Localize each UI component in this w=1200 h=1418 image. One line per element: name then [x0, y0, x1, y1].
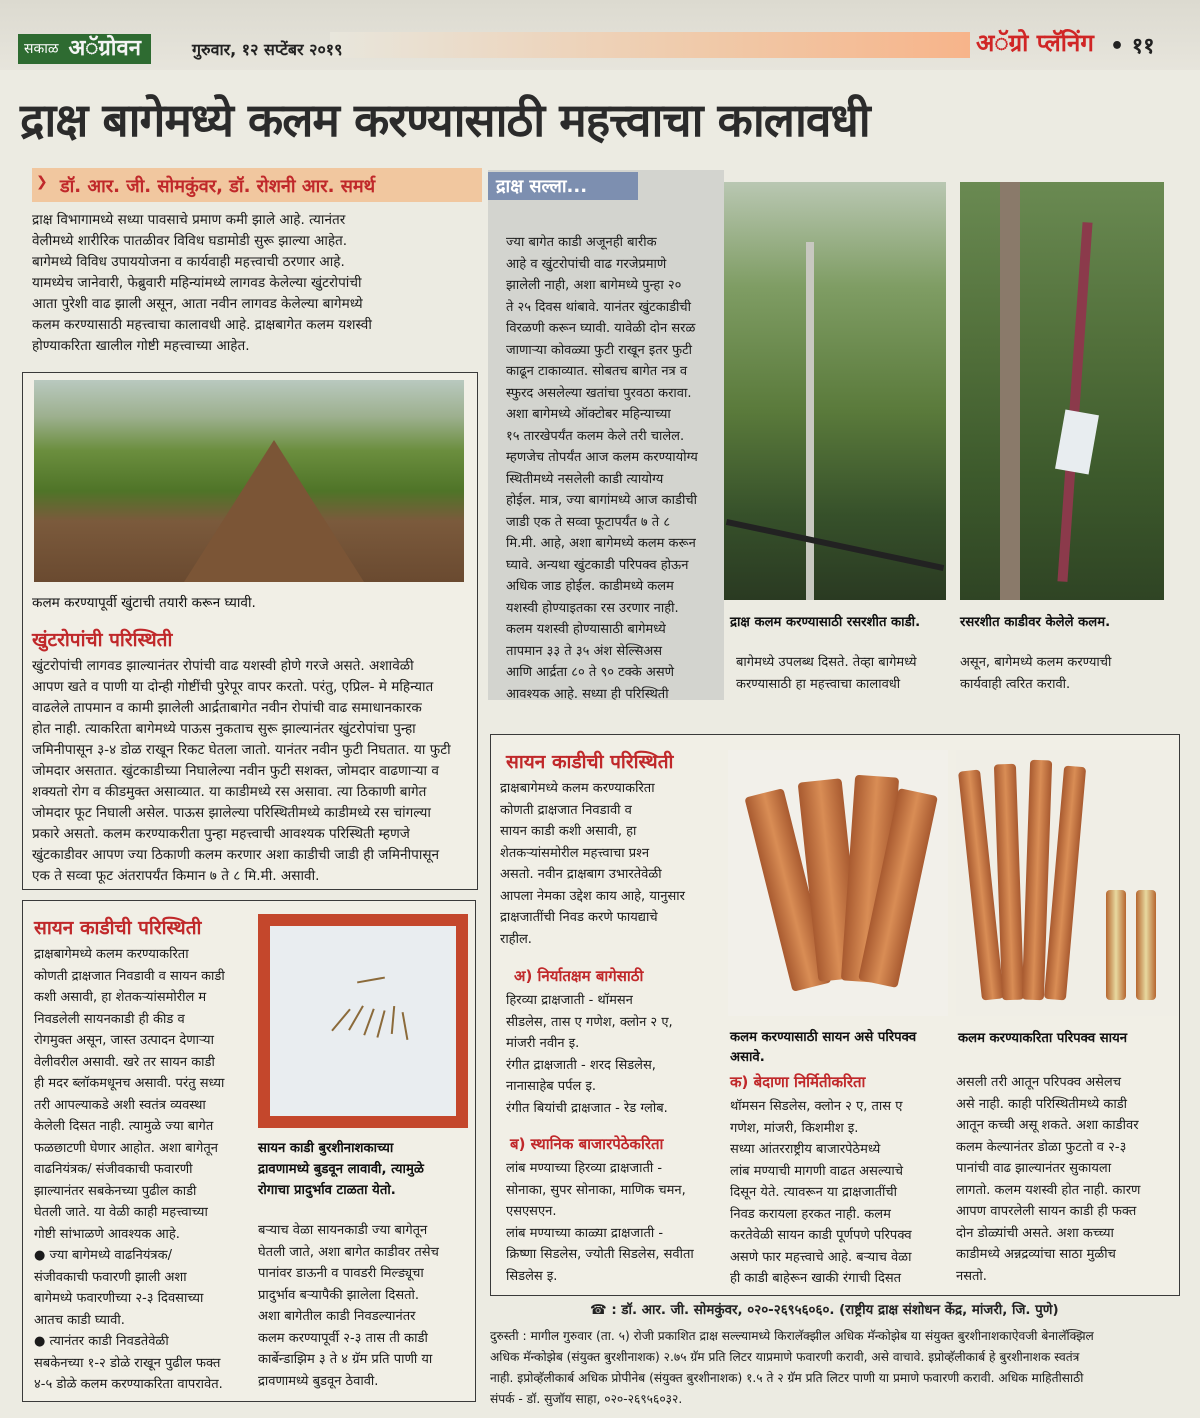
graft-photo: [960, 182, 1164, 600]
text-line: द्राक्षबागेमध्ये कलम करण्याकरिता: [34, 947, 189, 962]
local-market-paragraph: [506, 1158, 718, 1287]
text-line: आपला नेमका उद्देश काय आहे, यानुसार: [500, 888, 685, 904]
text-line: शेतकऱ्यांसमोरील महत्त्वाचा प्रश्‍न: [500, 845, 650, 861]
photo-caption: द्राक्ष कलम करण्यासाठी रसरशीत काडी.: [730, 615, 921, 630]
scion-sticks-photo: [956, 750, 1178, 1016]
text-line: अधिक मॅन्कोझेब (संयुक्त बुरशीनाशक) २.७५ ग्रॅम प्रति लिटर याप्रमाणे फवारणी करावी, असे वाचावे. इप्रोव्हॅलीकार्ब हे बुरशीनाशक स्वतंत्र: [490, 1350, 1080, 1364]
text-line: आतच काडी घ्यावी.: [34, 1312, 125, 1328]
text-line: नानासाहेब पर्पल इ.: [506, 1079, 597, 1094]
text-line: असतो. नवीन द्राक्षबाग उभारतेवेळी: [500, 867, 662, 882]
text-line: नाही. इप्रोव्हॅलीकार्ब अधिक प्रोपीनेब (संयुक्त बुरशीनाशक) १.५ ते २ ग्रॅम प्रति लिटर पाणी या प्रमाणे फवारणी करावी. अधिक माहितीसाठी: [490, 1371, 1084, 1385]
text-line: लांब मण्याच्या काळ्या द्राक्षजाती -: [506, 1225, 664, 1241]
text-line: गोष्टी सांभाळणे आवश्यक आहे.: [34, 1226, 180, 1242]
text-line: फळछाटणी घेणार आहोत. अशा बागेतून: [34, 1140, 218, 1156]
text-line: १५ तारखेपर्यंत कलम केले तरी चालेल.: [506, 428, 685, 444]
photo-caption: कलम करण्याकरिता परिपक्व सायन: [958, 1031, 1128, 1046]
text-line: पानांवर डाऊनी व पावडरी मिल्ड्यूचा: [258, 1266, 424, 1281]
text-line: झाल्यानंतर सबकेनच्या पुढील काडी: [34, 1183, 197, 1199]
raisin-paragraph-continued: [956, 1072, 1168, 1287]
text-line: जमिनीपासून ३-४ डोळ राखून रिकट घेतला जातो. यानंतर नवीन फुटी निघतात. या फुटी: [32, 742, 451, 758]
text-line: सिडलेस इ.: [506, 1268, 558, 1284]
text-line: असली तरी आतून परिपक्व असेलच: [956, 1075, 1121, 1090]
raisin-paragraph: [730, 1096, 948, 1290]
text-line: असावे.: [730, 1050, 765, 1065]
text-line: स्फुरद असलेल्या खतांचा पुरवठा करावा.: [506, 385, 692, 401]
text-line: दिसून येते. त्यावरून या द्राक्षजातींची: [730, 1185, 898, 1200]
text-line: गणेश, मांजरी, किशमीश इ.: [730, 1120, 859, 1136]
section-title: सायन काडीची परिस्थिती: [34, 917, 202, 939]
subsection-title: क) बेदाणा निर्मितीकरिता: [730, 1073, 866, 1091]
byline-marker-icon: ❯: [36, 174, 48, 190]
text-line: निवड करायला हरकत नाही. कलम: [730, 1206, 891, 1222]
text-line: होत नाही. त्याकरिता बागेमध्ये पाऊस नुकताच सुरू झाल्यानंतर खुंटरोपांचा पुन्हा: [32, 721, 416, 737]
text-line: करतेवेळी सायन काडी पूर्णपणे परिपक्व: [730, 1228, 912, 1243]
brand-logo: [18, 34, 151, 64]
text-line: ● त्यानंतर काडी निवडतेवेळी: [34, 1334, 169, 1349]
text-line: सायन काडी कशी असावी, हा: [500, 824, 637, 839]
text-line: लांब मण्याच्या हिरव्या द्राक्षजाती -: [506, 1161, 663, 1176]
text-line: तरी आपल्याकडे अशी स्वतंत्र व्यवस्था: [34, 1097, 206, 1113]
text-line: अधिक जाड होईल. काडीमध्ये कलम: [506, 579, 674, 594]
text-line: कलम केल्यानंतर डोळा फुटतो व २-३: [956, 1139, 1127, 1155]
text-line: एसएसएन.: [506, 1204, 557, 1219]
text-line: कलम यशस्वी होण्यासाठी बागेमध्ये: [506, 622, 666, 637]
section-title: सायन काडीची परिस्थिती: [506, 751, 674, 773]
text-line: घ्यावे. अन्यथा खुंटकाडी परिपक्व होऊन: [506, 557, 689, 573]
text-line: द्रावणामध्ये बुडवून ठेवावी.: [258, 1373, 379, 1389]
text-line: बऱ्याच वेळा सायनकाडी ज्या बागेतून: [258, 1223, 428, 1238]
text-line: रोगमुक्त असून, जास्त उत्पादन देणाऱ्या: [34, 1033, 214, 1048]
text-line: जोमदार फूट निघाली असेल. पाऊस झालेल्या परिस्थितीमध्ये काडीमध्ये रस चांगल्या: [32, 805, 431, 821]
text-line: तापमान ३३ ते ३५ अंश सेल्सिअस: [506, 643, 663, 659]
text-line: आता पुरेशी वाढ झाली असून, आता नवीन लागवड केलेल्या बागेमध्ये: [32, 296, 363, 312]
text-line: द्रावणामध्ये बुडवून लावावी, त्यामुळे: [258, 1162, 424, 1177]
text-line: मि.मी. आहे, अशा बागेमध्ये कलम करून: [506, 536, 696, 551]
text-line: काढून टाकाव्यात. सोबतच बागेत नत्र व: [506, 364, 688, 379]
text-line: करण्यासाठी हा महत्त्वाचा कालावधी: [736, 676, 901, 692]
intro-paragraph: [32, 210, 482, 357]
header-band: [330, 32, 970, 58]
text-line: यशस्वी होण्याइतका रस उरणार नाही.: [506, 600, 679, 616]
salla-tag-label: द्राक्ष सल्ला...: [496, 176, 588, 197]
text-line: दुरुस्ती : मागील गुरुवार (ता. ५) रोजी प्रकाशित द्राक्ष सल्ल्यामध्ये किरालॅक्झील अधिक मॅन्कोझेब या संयुक्त बुरशीनाशकाऐवजी बेनालॅक्झिल: [490, 1329, 1094, 1343]
salla-continuation: [960, 652, 1160, 695]
text-line: आपण वापरलेली सायन काडी ही फक्त: [956, 1204, 1137, 1219]
text-line: पानांची वाढ झाल्यानंतर सुकायला: [956, 1161, 1112, 1176]
text-line: यामध्येच जानेवारी, फेब्रुवारी महिन्यांमध्ये लागवड केलेल्या खुंटरोपांची: [32, 275, 362, 291]
headline: द्राक्ष बागेमध्ये कलम करण्यासाठी महत्त्वाचा कालावधी: [20, 93, 870, 147]
text-line: निवडलेली सायनकाडी ही कीड व: [34, 1011, 185, 1027]
text-line: थॉमसन सिडलेस, क्लोन २ ए, तास ए: [730, 1099, 903, 1114]
text-line: आतून कच्ची असू शकते. अशा काडीवर: [956, 1118, 1139, 1133]
text-line: असणे फार महत्त्वाचे आहे. बऱ्याच वेळा: [730, 1249, 912, 1265]
photo-caption: रसरशीत काडीवर केलेले कलम.: [960, 615, 1111, 630]
text-line: संजीवकाची फवारणी झाली अशा: [34, 1269, 187, 1285]
text-line: ● ज्या बागेमध्ये वाढनियंत्रक/: [34, 1248, 172, 1263]
text-line: प्रकारे असतो. कलम करण्याकरीता पुन्हा महत्त्वाची आवश्यक परिस्थिती म्हणजे: [32, 826, 410, 842]
text-line: कशी असावी, हा शेतकऱ्यांसमोरील म: [34, 990, 207, 1005]
text-line: स्थितीमध्ये नसलेली काडी त्यायोग्य: [506, 471, 664, 487]
text-line: झालेली नाही, अशा बागेमध्ये पुन्हा २०: [506, 278, 682, 293]
fungicide-paragraph: [258, 1220, 472, 1392]
text-line: आहे व खुंटरोपांची वाढ गरजेप्रमाणे: [506, 256, 667, 272]
text-line: शक्यतो रोग व कीडमुक्त असाव्यात. या काडीमध्ये रस असावा. त्या ठिकाणी बागेत: [32, 784, 427, 800]
text-line: कलम करण्यासाठी सायन असे परिपक्व: [730, 1030, 917, 1045]
text-line: वेलीमध्ये शारीरिक पातळीवर विविध घडामोडी सुरू झाल्या आहेत.: [32, 233, 348, 249]
text-line: होईल. मात्र, ज्या बागांमध्ये आज काडीची: [506, 493, 697, 508]
text-line: सीडलेस, तास ए गणेश, क्लोन २ ए,: [506, 1014, 673, 1030]
export-varieties-paragraph: [506, 990, 718, 1119]
salla-continuation: [736, 652, 946, 695]
text-line: आपण खते व पाणी या दोन्ही गोष्टींची पुरेपूर वापर करतो. परंतु, एप्रिल- मे महिन्यात: [32, 679, 434, 695]
section-title: खुंटरोपांची परिस्थिती: [32, 629, 173, 651]
text-line: विरळणी करून घ्यावी. यावेळी दोन सरळ: [506, 321, 696, 336]
text-line: कलम करण्यापूर्वी २-३ तास ती काडी: [258, 1330, 428, 1346]
subsection-title: ब) स्थानिक बाजारपेठेकरिता: [510, 1135, 664, 1153]
text-line: ही काडी बाहेरून खाकी रंगाची दिसत: [730, 1271, 902, 1286]
text-line: एक ते सव्वा फूट अंतरापर्यंत किमान ७ ते ८ मि.मी. असावी.: [32, 868, 320, 884]
salla-paragraph: [506, 232, 718, 705]
text-line: सध्या आंतरराष्ट्रीय बाजारपेठेमध्ये: [730, 1142, 881, 1157]
text-line: रंगीत द्राक्षजाती - शरद सिडलेस,: [506, 1057, 656, 1073]
brand-sakal: सकाळ: [18, 34, 64, 64]
text-line: क्रिष्णा सिडलेस, ज्योती सिडलेस, सवीता: [506, 1247, 694, 1262]
text-line: काडीमध्ये अन्नद्रव्यांचा साठा मुळीच: [956, 1247, 1116, 1262]
vine-shoot-photo: [724, 182, 946, 600]
text-line: वाढलेले तापमान व कामी झालेली आर्द्रताबागेत नवीन रोपांची वाढ समाधानकारक: [32, 700, 422, 716]
scion-tray-photo: [258, 914, 468, 1128]
text-line: अशा बागेमध्ये ऑक्टोबर महिन्याच्या: [506, 407, 671, 422]
text-line: जोमदार असतात. खुंटकाडीच्या निघालेल्या नवीन फुटी सशक्त, जोमदार वाढणाऱ्या व: [32, 763, 439, 779]
text-line: वाढनियंत्रक/ संजीवकाची फवारणी: [34, 1162, 193, 1177]
issue-date: गुरुवार, १२ सप्टेंबर २०१९: [192, 40, 343, 59]
correction-notice: [490, 1326, 1180, 1410]
text-line: होण्याकरिता खालील गोष्टी महत्त्वाच्या आहेत.: [32, 338, 250, 354]
text-line: ही मदर ब्लॉकमधूनच असावी. परंतु सध्या: [34, 1076, 225, 1091]
text-line: म्हणजेच तोपर्यंत आज कलम करण्यायोग्य: [506, 450, 698, 465]
text-line: बागेमध्ये विविध उपाययोजना व कार्यवाही महत्त्वाची ठरणार आहे.: [32, 254, 345, 270]
subsection-title: अ) निर्यातक्षम बागेसाठी: [514, 967, 644, 985]
photo-caption: [730, 1028, 946, 1068]
text-line: सायन काडी बुरशीनाशकाच्या: [258, 1141, 394, 1156]
text-line: लागतो. कलम यशस्वी होत नाही. कारण: [956, 1182, 1141, 1198]
text-line: सोनाका, सुपर सोनाका, माणिक चमन,: [506, 1182, 686, 1198]
text-line: असे नाही. काही परिस्थितीमध्ये काडी: [956, 1096, 1128, 1112]
text-line: लांब मण्याची मागणी वाढत असल्याचे: [730, 1163, 903, 1179]
text-line: कोणती द्राक्षजात निवडावी व सायन काडी: [34, 968, 225, 984]
text-line: ते २५ दिवस थांबावे. यानंतर खुंटकाडीची: [506, 299, 692, 315]
text-line: बागेमध्ये उपलब्ध दिसते. तेव्हा बागेमध्ये: [736, 655, 917, 670]
text-line: बागेमध्ये फवारणीच्या २-३ दिवसाच्या: [34, 1291, 204, 1306]
sayan-paragraph: [500, 778, 712, 950]
byline: डॉ. आर. जी. सोमकुंवर, डॉ. रोशनी आर. समर्थ: [60, 176, 376, 197]
sayan-left-paragraph: [34, 944, 252, 1396]
text-line: सबकेनच्या १-२ डोळे राखून पुढील फक्त: [34, 1355, 221, 1371]
text-line: घेतली जाते. या वेळी काही महत्त्वाच्या: [34, 1205, 208, 1220]
brand-agrowon: अॅग्रोवन: [64, 34, 150, 64]
text-line: असून, बागेमध्ये कलम करण्याची: [960, 655, 1112, 670]
text-line: अशा बागेतील काडी निवडल्यानंतर: [258, 1309, 416, 1324]
photo-caption: कलम करण्यापूर्वी खुंटाची तयारी करून घ्यावी.: [32, 595, 256, 611]
text-line: नसतो.: [956, 1268, 987, 1284]
text-line: घेतली जाते, अशा बागेत काडीवर तसेच: [258, 1244, 439, 1260]
text-line: रंगीत बियांची द्राक्षजात - रेड ग्लोब.: [506, 1100, 668, 1116]
text-line: राहील.: [500, 931, 532, 947]
text-line: आणि आर्द्रता ८० ते ९० टक्के असणे: [506, 665, 675, 680]
text-line: ज्या बागेत काडी अजूनही बारीक: [506, 235, 657, 250]
text-line: मांजरी नवीन इ.: [506, 1036, 580, 1051]
text-line: हिरव्या द्राक्षजाती - थॉमसन: [506, 993, 633, 1008]
scion-bundle-photo: [728, 750, 948, 1016]
text-line: ४-५ डोळे कलम करण्याकरिता वापरावेत.: [34, 1377, 223, 1392]
text-line: प्रादुर्भाव बऱ्यापैकी झालेला दिसतो.: [258, 1287, 420, 1303]
text-line: दोन डोळ्यांची असते. अशा कच्च्या: [956, 1225, 1114, 1241]
text-line: आवश्यक आहे. सध्या ही परिस्थिती: [506, 686, 669, 702]
contact-credit: ☎ : डॉ. आर. जी. सोमकुंवर, ०२०-२६९५६०६०. (राष्ट्रीय द्राक्ष संशोधन केंद्र, मांजरी, जि. पुणे): [590, 1303, 1059, 1318]
text-line: कोणती द्राक्षजात निवडावी व: [500, 802, 632, 818]
khunt-paragraph: [32, 656, 472, 887]
text-line: कलम करण्यासाठी महत्त्वाचा कालावधी आहे. द्राक्षबागेत कलम यशस्वी: [32, 317, 372, 333]
text-line: रोगाचा प्रादुर्भाव टाळता येतो.: [258, 1183, 396, 1198]
text-line: खुंटरोपांची लागवड झाल्यानंतर रोपांची वाढ यशस्वी होणे गरजे असते. अशावेळी: [32, 658, 414, 674]
text-line: कार्यवाही त्वरित करावी.: [960, 676, 1071, 692]
text-line: संपर्क - डॉ. सुजॉय साहा, ०२०-२६९५६०३२.: [490, 1392, 683, 1406]
vineyard-field-photo: [34, 380, 464, 582]
text-line: द्राक्ष विभागामध्ये सध्या पावसाचे प्रमाण कमी झाले आहे. त्यानंतर: [32, 212, 346, 228]
section-name: अॅग्रो प्लॅनिंग: [976, 29, 1094, 57]
text-line: केलेली दिसत नाही. त्यामुळे ज्या बागेत: [34, 1119, 214, 1134]
text-line: जाडी एक ते सव्वा फूटापर्यंत ७ ते ८: [506, 514, 671, 530]
text-line: जाणाऱ्या कोवळ्या फुटी राखून इतर फुटी: [506, 342, 693, 358]
text-line: वेलीवरील असावी. खरे तर सायन काडी: [34, 1054, 215, 1070]
page-number: • ११: [1110, 34, 1155, 59]
text-line: द्राक्षजातींची निवड करणे फायद्याचे: [500, 910, 658, 925]
text-line: द्राक्षबागेमध्ये कलम करण्याकरिता: [500, 781, 655, 796]
photo-caption: [258, 1138, 472, 1201]
text-line: खुंटकाडीवर आपण ज्या ठिकाणी कलम करणार अशा काडीची जाडी ही जमिनीपासून: [32, 847, 440, 863]
text-line: कार्बेन्डाझिम ३ ते ४ ग्रॅम प्रति पाणी या: [258, 1352, 433, 1367]
